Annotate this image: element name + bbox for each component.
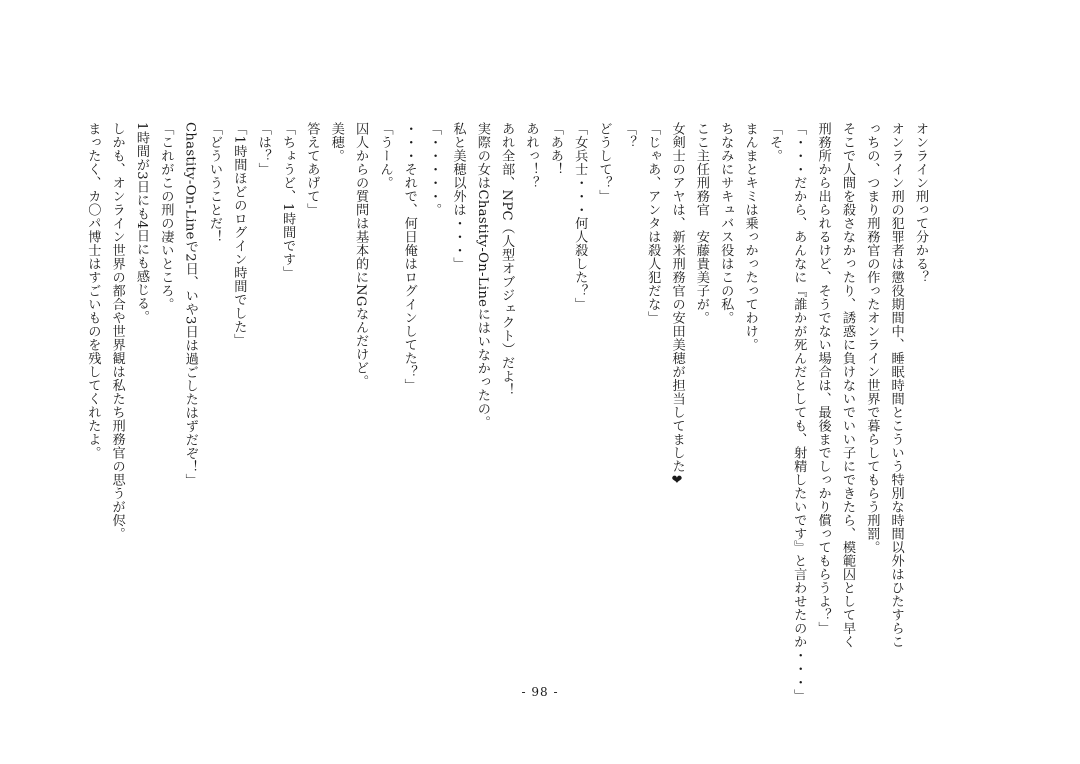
text-line: 「ああ！ <box>547 122 563 176</box>
text-line: 1時間が3日にも4日にも感じる。 <box>134 122 149 324</box>
text-line: ちなみにサキュバス役はこの私。 <box>718 122 734 325</box>
text-line: しかも、オンライン世界の都合や世界観は私たち刑務官の思うが侭。 <box>109 122 125 541</box>
text-line: 「・・・・・。 <box>426 122 442 217</box>
text-line: 「1時間ほどのログイン時間でした」 <box>231 122 247 347</box>
text-line: ・・・それで、何日俺はログインしてた？」 <box>401 122 417 392</box>
text-line: 美穂。 <box>328 122 344 163</box>
page-number: - 98 - <box>521 685 559 699</box>
text-line: 囚人からの質問は基本的にNGなんだけど。 <box>353 122 369 388</box>
text-line: 実際の女はChastity-On-Lineにはいなかったの。 <box>474 122 490 429</box>
text-line: まったく、カ〇パ博士はすごいものを残してくれたよ。 <box>85 122 101 460</box>
text-line: 「これがこの刑の凄いところ。 <box>158 122 174 311</box>
text-line: 私と美穂以外は・・・」 <box>450 122 466 271</box>
text-line: 「じゃあ、アンタは殺人犯だな」 <box>645 122 661 325</box>
text-line: 「？ <box>620 122 636 149</box>
text-line: 刑務所から出られるけど、そうでない場合は、最後までしっかり償ってもらうよ？」 <box>815 122 831 635</box>
text-line: 「そ。 <box>766 122 782 163</box>
text-line: あれっ！？ <box>523 122 539 190</box>
text-line: Chastity-On-Lineで2日、いや3日は過ごしたはずだぞ！」 <box>182 122 198 487</box>
text-line: あれ全部、NPC（人型オブジェクト）だよ！ <box>499 122 515 397</box>
text-line: オンライン刑の犯罪者は懲役期間中、睡眠時間とこういう特別な時間以外はひたすらこ <box>888 122 904 649</box>
text-line: 「・・・だから、あんなに『誰かが死んだとしても、射精したいです』と言わせたのか・・・」 <box>791 122 807 703</box>
text-line: ここ主任刑務官 安藤貴美子が。 <box>693 122 709 325</box>
text-line: まんまとキミは乗っかったってわけ。 <box>742 122 758 352</box>
text-line: オンライン刑って分かる？ <box>913 122 928 284</box>
text-line: 「うーん。 <box>377 122 393 190</box>
text-line: どうして？」 <box>596 122 612 203</box>
text-line: 「どういうことだ！ <box>207 122 223 244</box>
text-line: そこで人間を殺さなかったり、誘惑に負けないでいい子にできたら、模範囚として早く <box>839 122 855 649</box>
text-line: 「は？」 <box>255 122 271 176</box>
text-line: っちの、つまり刑務官の作ったオンライン世界で暮らしてもらう刑罰。 <box>864 122 880 554</box>
text-line: 女剣士のアヤは、新米刑務官の安田美穂が担当してました❤ <box>669 122 685 489</box>
text-line: 「ちょうど、1時間です」 <box>280 122 296 280</box>
text-line: 答えてあげて」 <box>304 122 320 217</box>
text-line: 「女兵士・・・何人殺した？」 <box>572 122 588 311</box>
